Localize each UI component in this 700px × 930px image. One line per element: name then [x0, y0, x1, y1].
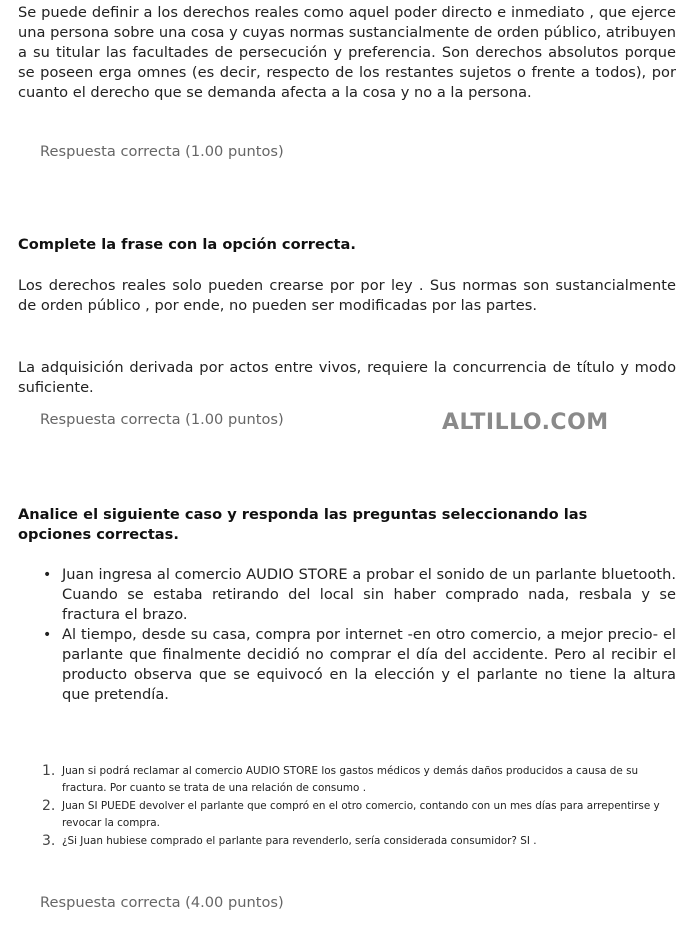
- case-bullet-item: [43, 565, 676, 625]
- section2-result: Respuesta correcta (1.00 puntos): [40, 411, 284, 428]
- section1-result: Respuesta correcta (1.00 puntos): [40, 143, 284, 160]
- answer-text: ¿Si Juan hubiese comprado el parlante para revenderlo, sería considerada consumidor? SI .: [62, 835, 537, 847]
- section3-result: Respuesta correcta (4.00 puntos): [40, 894, 284, 911]
- answer-list: [18, 763, 676, 852]
- answer-number: 3.: [42, 833, 56, 849]
- bullet-dot-icon: •: [43, 627, 52, 643]
- answer-number: 1.: [42, 763, 56, 779]
- case-bullet-item: [43, 625, 676, 705]
- case-bullet-text: Al tiempo, desde su casa, compra por internet -en otro comercio, a mejor precio- el parlante que finalmente decidió no comprar el día del accidente. Pero al recibir el producto observa que se equivocó en la elección y el parlante no tiene la altura que pretendía.: [62, 626, 676, 703]
- answer-item: [42, 798, 676, 831]
- answer-item: [42, 833, 676, 850]
- case-bullet-list: [18, 565, 676, 705]
- bullet-dot-icon: •: [43, 567, 52, 583]
- section2-heading: Complete la frase con la opción correcta.: [18, 236, 356, 253]
- answer-number: 2.: [42, 798, 56, 814]
- section1-paragraph: Se puede definir a los derechos reales como aquel poder directo e inmediato , que ejerce una persona sobre una cosa y cuyas normas sustancialmente de orden público, atribuyen a su titular las facultades de persecución y preferencia. Son derechos absolutos porque se poseen erga omnes (es decir, respecto de los restantes sujetos o frente a todos), por cuanto el derecho que se demanda afecta a la cosa y no a la persona.: [18, 4, 676, 101]
- section2-paragraph1: Los derechos reales solo pueden crearse por por ley . Sus normas son sustancialmente de orden público , por ende, no pueden ser modificadas por las partes.: [18, 277, 676, 314]
- case-bullet-text: Juan ingresa al comercio AUDIO STORE a probar el sonido de un parlante bluetooth. Cuando se estaba retirando del local sin haber comprado nada, resbala y se fractura el brazo.: [62, 566, 676, 623]
- answer-text: Juan si podrá reclamar al comercio AUDIO STORE los gastos médicos y demás daños producidos a causa de su fractura. Por cuanto se trata de una relación de consumo .: [62, 765, 639, 794]
- watermark-logo: ALTILLO.COM: [442, 410, 609, 435]
- section2-paragraph2: La adquisición derivada por actos entre vivos, requiere la concurrencia de título y modo suficiente.: [18, 359, 676, 396]
- answer-item: [42, 763, 676, 796]
- answer-text: Juan SI PUEDE devolver el parlante que compró en el otro comercio, contando con un mes días para arrepentirse y revocar la compra.: [62, 800, 660, 829]
- section3-heading: Analice el siguiente caso y responda las preguntas seleccionando las opciones correctas.: [18, 506, 588, 543]
